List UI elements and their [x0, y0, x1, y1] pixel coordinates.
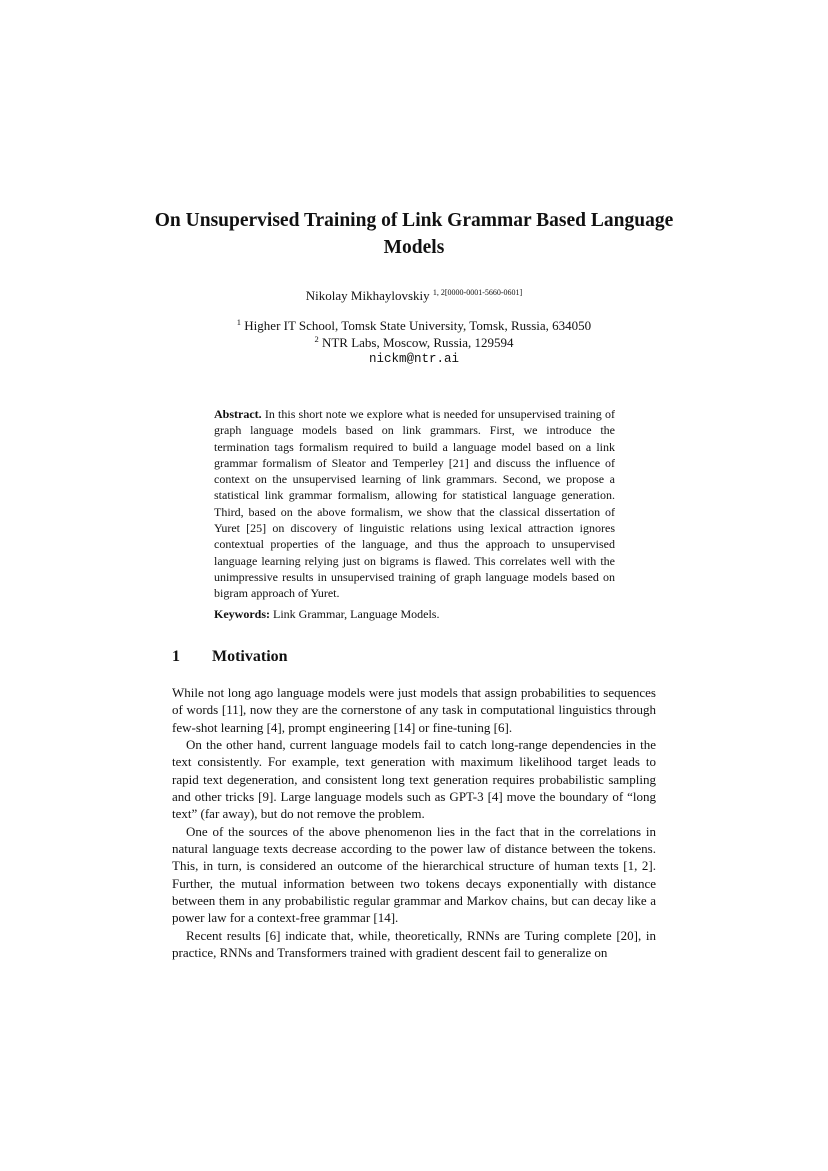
section-number: 1	[172, 648, 180, 665]
paragraph-2: On the other hand, current language models fail to catch long-range dependencies in the text consistently. For example, text generation with maximum likelihood target leads to rapid text degeneration, and consistent long text generation requires probabilistic sampling and other tricks [9]. Large language models such as GPT-3 [4] move the boundary of “long text” (far away), but do not remove the problem.	[172, 737, 656, 822]
keywords-text: Link Grammar, Language Models.	[273, 607, 440, 621]
affiliation-1-text: Higher IT School, Tomsk State University, Tomsk, Russia, 634050	[244, 318, 592, 333]
author-affiliation-marks: 1, 2[0000-0001-5660-0601]	[432, 288, 523, 297]
abstract	[214, 406, 615, 602]
paper-title: On Unsupervised Training of Link Grammar Based Language Models	[154, 210, 674, 258]
affiliation-1-mark: 1	[236, 317, 242, 327]
abstract-text: In this short note we explore what is needed for unsupervised training of graph language models based on link grammars. First, we introduce the termination tags formalism required to build a language model based on a link grammar formalism of Sleator and Temperley [21] and discuss the influence of context on the unsupervised learning of link grammars. Second, we propose a statistical link grammar formalism, allowing for statistical language generation. Third, based on the above formalism, we show that the classical dissertation of Yuret [25] on discovery of linguistic relations using lexical attraction ignores contextual properties of the language, and thus the approach to unsupervised language learning relying just on bigrams is flawed. This correlates well with the unimpressive results in unsupervised training of graph language models based on bigram approach of Yuret.	[214, 407, 615, 601]
keywords-label: Keywords:	[214, 607, 270, 621]
paragraph-1: While not long ago language models were just models that assign probabilities to sequences of words [11], now they are the cornerstone of any task in computational linguistics through few-shot learning [4], prompt engineering [14] or fine-tuning [6].	[172, 685, 656, 735]
author-name: Nikolay Mikhaylovskiy	[305, 288, 430, 303]
affiliation-2-text: NTR Labs, Moscow, Russia, 129594	[321, 334, 514, 350]
author-line	[150, 287, 678, 305]
section-heading	[172, 647, 288, 667]
abstract-label: Abstract.	[214, 407, 262, 421]
paragraph-4: Recent results [6] indicate that, while, theoretically, RNNs are Turing complete [20], in practice, RNNs and Transformers trained with gradient descent fail to generalize on	[172, 927, 656, 961]
paragraph-3: One of the sources of the above phenomenon lies in the fact that in the correlations in natural language texts decrease according to the power law of distance between the tokens. This, in turn, is considered an outcome of the hierarchical structure of human texts [1, 2]. Further, the mutual information between two tokens decays exponentially with distance between them in any probabilistic regular grammar and Markov chains, but can decay like a power law for a context-free grammar [14].	[172, 823, 656, 926]
affiliation-2	[150, 335, 678, 352]
section-title: Motivation	[212, 648, 288, 665]
keywords	[214, 606, 615, 622]
affiliation-1	[150, 318, 678, 335]
affiliations-block	[150, 318, 678, 368]
affiliation-2-mark: 2	[314, 333, 319, 344]
section-body	[172, 684, 656, 962]
author-email: nickm@ntr.ai	[368, 352, 459, 366]
